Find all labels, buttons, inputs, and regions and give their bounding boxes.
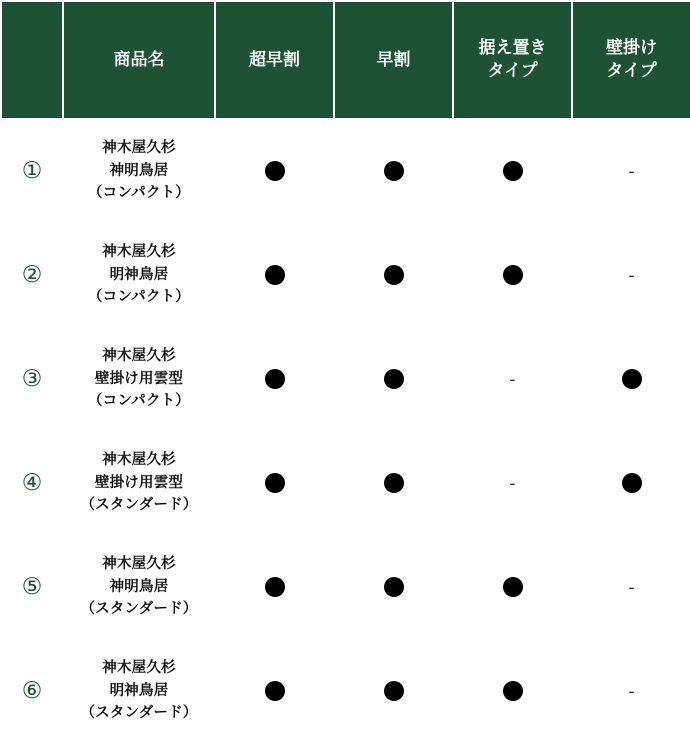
cell-mark <box>572 535 690 639</box>
available-dot-icon <box>265 577 285 597</box>
product-name-line: 神木屋久杉 <box>102 452 176 469</box>
cell-mark <box>215 639 334 743</box>
unavailable-dash-icon: - <box>509 369 516 390</box>
cell-mark <box>572 639 690 743</box>
product-name-line: （スタンダード） <box>80 601 198 618</box>
available-dot-icon <box>384 473 404 493</box>
table-row <box>1 327 690 431</box>
header-column-2-line-0: 据え置き <box>478 38 547 59</box>
available-dot-icon <box>384 265 404 285</box>
row-product-name <box>63 327 215 431</box>
unavailable-dash-icon: - <box>509 473 516 494</box>
cell-mark <box>215 119 334 223</box>
table-header-row <box>1 1 690 119</box>
cell-mark <box>572 223 690 327</box>
cell-mark <box>334 431 453 535</box>
available-dot-icon <box>503 161 523 181</box>
table-row <box>1 431 690 535</box>
row-product-name <box>63 223 215 327</box>
table-row <box>1 223 690 327</box>
table-header <box>1 1 690 119</box>
product-name-line: （コンパクト） <box>88 393 190 410</box>
available-dot-icon <box>384 577 404 597</box>
product-name-line: （コンパクト） <box>88 289 190 306</box>
row-index: ① <box>1 119 63 223</box>
product-name-line: （コンパクト） <box>88 185 190 202</box>
available-dot-icon <box>265 681 285 701</box>
unavailable-dash-icon: - <box>628 577 635 598</box>
product-name-line: 神木屋久杉 <box>102 556 176 573</box>
product-name-line: 明神鳥居 <box>109 266 169 283</box>
cell-mark <box>215 223 334 327</box>
cell-mark <box>215 535 334 639</box>
available-dot-icon <box>265 369 285 389</box>
product-name-line: 神木屋久杉 <box>102 660 176 677</box>
table-row <box>1 535 690 639</box>
row-index: ② <box>1 223 63 327</box>
cell-mark <box>215 431 334 535</box>
product-name-line: （スタンダード） <box>80 705 198 722</box>
product-name-line: 明神鳥居 <box>109 682 169 699</box>
cell-mark <box>453 327 572 431</box>
product-name-line: 神明鳥居 <box>109 578 169 595</box>
cell-mark <box>334 119 453 223</box>
header-column-0 <box>215 1 334 119</box>
available-dot-icon <box>622 369 642 389</box>
cell-mark <box>453 223 572 327</box>
row-product-name <box>63 119 215 223</box>
cell-mark <box>453 535 572 639</box>
header-column-2-line-1: タイプ <box>487 61 538 81</box>
cell-mark <box>334 327 453 431</box>
product-name-line: 神木屋久杉 <box>102 244 176 261</box>
product-name-line: 神明鳥居 <box>109 162 169 179</box>
header-column-3-line-0: 壁掛け <box>606 38 657 59</box>
table-row <box>1 639 690 743</box>
available-dot-icon <box>384 369 404 389</box>
header-column-2 <box>453 1 572 119</box>
cell-mark <box>453 119 572 223</box>
cell-mark <box>572 431 690 535</box>
header-corner-cell <box>1 1 63 119</box>
header-column-3 <box>572 1 690 119</box>
header-column-1 <box>334 1 453 119</box>
cell-mark <box>572 119 690 223</box>
table-row <box>1 119 690 223</box>
cell-mark <box>334 535 453 639</box>
cell-mark <box>453 431 572 535</box>
cell-mark <box>215 327 334 431</box>
available-dot-icon <box>622 473 642 493</box>
available-dot-icon <box>503 265 523 285</box>
available-dot-icon <box>503 681 523 701</box>
available-dot-icon <box>265 265 285 285</box>
row-index: ⑥ <box>1 639 63 743</box>
cell-mark <box>334 223 453 327</box>
row-product-name <box>63 639 215 743</box>
cell-mark <box>572 327 690 431</box>
header-product-name: 商品名 <box>63 1 215 119</box>
row-index: ④ <box>1 431 63 535</box>
product-name-line: （スタンダード） <box>80 497 198 514</box>
table-body <box>1 119 690 743</box>
available-dot-icon <box>384 161 404 181</box>
header-column-1-line-0: 早割 <box>376 49 411 70</box>
available-dot-icon <box>503 577 523 597</box>
unavailable-dash-icon: - <box>628 681 635 702</box>
product-name-line: 神木屋久杉 <box>102 140 176 157</box>
unavailable-dash-icon: - <box>628 265 635 286</box>
available-dot-icon <box>384 681 404 701</box>
row-product-name <box>63 535 215 639</box>
cell-mark <box>453 639 572 743</box>
available-dot-icon <box>265 161 285 181</box>
product-name-line: 壁掛け用雲型 <box>94 474 184 491</box>
product-name-line: 壁掛け用雲型 <box>94 370 184 387</box>
header-column-0-line-0: 超早割 <box>249 49 300 70</box>
product-name-line: 神木屋久杉 <box>102 348 176 365</box>
header-column-3-line-1: タイプ <box>606 61 657 81</box>
row-index: ③ <box>1 327 63 431</box>
unavailable-dash-icon: - <box>628 161 635 182</box>
row-product-name <box>63 431 215 535</box>
cell-mark <box>334 639 453 743</box>
row-index: ⑤ <box>1 535 63 639</box>
available-dot-icon <box>265 473 285 493</box>
